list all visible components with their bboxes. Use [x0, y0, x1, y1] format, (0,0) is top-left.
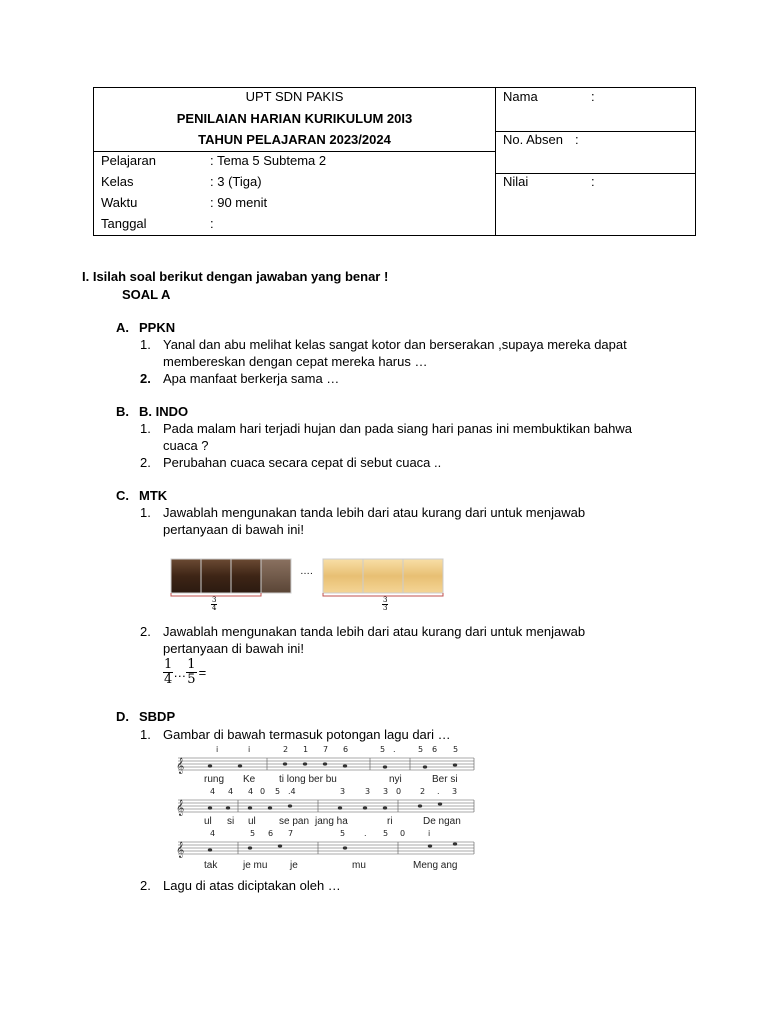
svg-text:5: 5	[383, 829, 389, 838]
left-bar-fraction	[211, 597, 217, 612]
svg-text:2: 2	[420, 787, 426, 796]
a-q1-line2: membereskan dengan cepat mereka harus …	[163, 354, 428, 369]
lyric-3-4: mu	[352, 860, 366, 871]
section-c-title: MTK	[139, 488, 168, 503]
right-bar-fraction	[382, 597, 388, 612]
header-divider	[495, 88, 496, 235]
left-bar-piece-4	[261, 559, 291, 593]
fraction-expression	[163, 658, 206, 687]
svg-text:.: .	[393, 745, 396, 754]
right-bar-piece-1	[323, 559, 363, 593]
c-q2-line2: pertanyaan di bawah ini!	[163, 641, 304, 656]
svg-text:.: .	[364, 829, 367, 838]
svg-text:5: 5	[453, 745, 459, 754]
d-q1-line1: Gambar di bawah termasuk potongan lagu dari …	[163, 727, 451, 742]
svg-text:i: i	[428, 829, 431, 838]
right-bar-piece-3	[403, 559, 443, 593]
c-q1-line1: Jawablah mengunakan tanda lebih dari atau kurang dari untuk menjawab	[163, 505, 586, 520]
svg-text:4: 4	[228, 787, 234, 796]
svg-text:4: 4	[210, 787, 216, 796]
value-pelajaran: : Tema 5 Subtema 2	[210, 153, 327, 168]
svg-text:i: i	[248, 745, 251, 754]
value-kelas: : 3 (Tiga)	[210, 174, 262, 189]
colon-nama: :	[591, 89, 595, 104]
fraction-bars-figure	[168, 555, 448, 615]
a-q2-number: 2.	[140, 371, 151, 386]
c-q1-number: 1.	[140, 505, 151, 520]
svg-text:0: 0	[396, 787, 402, 796]
label-kelas: Kelas	[101, 174, 134, 189]
left-fraction-den: 4	[212, 604, 217, 612]
label-nama: Nama	[503, 89, 538, 104]
colon-nilai: :	[591, 174, 595, 189]
lyric-1-5: Ber si	[432, 774, 458, 785]
b-q1-line1: Pada malam hari terjadi hujan dan pada siang hari panas ini membuktikan bahwa	[163, 421, 633, 436]
treble-clef-3: 𝄞	[176, 842, 185, 858]
expr-equals: =	[198, 665, 207, 680]
expr-dots: …	[173, 665, 187, 680]
svg-text:6: 6	[432, 745, 438, 754]
svg-text:3: 3	[340, 787, 346, 796]
expr-a-den: 4	[164, 672, 173, 687]
right-bar	[323, 559, 443, 596]
expr-fraction-a	[163, 658, 173, 687]
expr-b-den: 5	[187, 672, 196, 687]
left-bar-piece-2	[201, 559, 231, 593]
svg-text:1: 1	[303, 745, 309, 754]
treble-clef-2: 𝄞	[176, 800, 185, 816]
svg-text:i: i	[216, 745, 219, 754]
left-fraction-num: 3	[212, 596, 217, 604]
right-fraction-num: 3	[383, 596, 388, 604]
colon-no-absen: :	[575, 132, 579, 147]
lyric-2-3: ul	[248, 816, 256, 827]
left-bar-piece-3	[231, 559, 261, 593]
a-q1-number: 1.	[140, 337, 151, 352]
header-left-divider	[94, 151, 495, 152]
staff-2	[178, 800, 474, 812]
b-q1-line2: cuaca ?	[163, 438, 209, 453]
lyric-2-2: si	[227, 816, 235, 827]
c-q1-line2: pertanyaan di bawah ini!	[163, 522, 304, 537]
staff-3	[178, 842, 474, 854]
section-c-marker: C.	[116, 488, 129, 503]
svg-text:5: 5	[418, 745, 424, 754]
svg-text:6: 6	[268, 829, 274, 838]
svg-text:5: 5	[250, 829, 256, 838]
treble-clef-1: 𝄞	[176, 758, 185, 774]
lyric-2-7: De ngan	[423, 816, 461, 827]
value-waktu: : 90 menit	[210, 195, 268, 210]
lyric-3-5: Meng ang	[413, 860, 458, 871]
svg-text:5: 5	[275, 787, 281, 796]
lyric-3-1: tak	[204, 860, 218, 871]
lyric-2-5: jang ha	[315, 816, 348, 827]
header-table	[93, 87, 696, 236]
section-b-marker: B.	[116, 404, 129, 419]
svg-text:4: 4	[210, 829, 216, 838]
section-d-marker: D.	[116, 709, 129, 724]
d-q2-number: 2.	[140, 878, 151, 893]
school-year: TAHUN PELAJARAN 2023/2024	[198, 132, 391, 147]
right-fraction-den: 3	[383, 604, 388, 612]
music-score	[170, 744, 480, 874]
lyric-1-1: rung	[204, 774, 225, 785]
section-a-marker: A.	[116, 320, 129, 335]
lyric-1-3: ti long ber bu	[279, 774, 337, 785]
section-d-title: SBDP	[139, 709, 176, 724]
svg-text:7: 7	[323, 745, 329, 754]
svg-text:5: 5	[340, 829, 346, 838]
bar-dots: ….	[300, 566, 313, 577]
svg-text:.: .	[437, 787, 440, 796]
label-no-absen: No. Absen	[503, 132, 563, 147]
lyric-3-3: je	[290, 860, 298, 871]
d-q1-number: 1.	[140, 727, 151, 742]
lyric-1-4: nyi	[389, 774, 402, 785]
expr-fraction-b	[186, 658, 196, 687]
instruction: I. Isilah soal berikut dengan jawaban yang benar !	[82, 269, 389, 284]
lyric-1-2: Ke	[243, 774, 256, 785]
label-nilai: Nilai	[503, 174, 529, 189]
c-q2-line1: Jawablah mengunakan tanda lebih dari atau kurang dari untuk menjawab	[163, 624, 586, 639]
c-q2-number: 2.	[140, 624, 151, 639]
section-b-title: B. INDO	[139, 404, 189, 419]
left-bar	[171, 559, 291, 596]
exam-title: PENILAIAN HARIAN KURIKULUM 20I3	[176, 111, 413, 126]
school-name: UPT SDN PAKIS	[245, 89, 344, 104]
section-a-title: PPKN	[139, 320, 176, 335]
a-q1-line1: Yanal dan abu melihat kelas sangat kotor dan berserakan ,supaya mereka dapat	[163, 337, 627, 352]
svg-text:4: 4	[248, 787, 254, 796]
svg-text:3: 3	[365, 787, 371, 796]
b-q1-number: 1.	[140, 421, 151, 436]
svg-text:0: 0	[400, 829, 406, 838]
left-bar-piece-1	[171, 559, 201, 593]
svg-text:0: 0	[260, 787, 266, 796]
svg-text:2: 2	[283, 745, 289, 754]
b-q2-number: 2.	[140, 455, 151, 470]
lyric-2-4: se pan	[279, 816, 310, 827]
right-bar-piece-2	[363, 559, 403, 593]
lyric-3-2: je mu	[243, 860, 268, 871]
label-pelajaran: Pelajaran	[101, 153, 156, 168]
lyric-2-6: ri	[387, 816, 393, 827]
svg-text:3: 3	[452, 787, 458, 796]
svg-text:3: 3	[383, 787, 389, 796]
value-tanggal: :	[210, 216, 214, 231]
soal-label: SOAL A	[122, 287, 171, 302]
b-q2-line1: Perubahan cuaca secara cepat di sebut cuaca ..	[163, 455, 442, 470]
label-tanggal: Tanggal	[101, 216, 147, 231]
d-q2-line1: Lagu di atas diciptakan oleh …	[163, 878, 341, 893]
a-q2-line1: Apa manfaat berkerja sama …	[163, 371, 340, 386]
lyric-2-1: ul	[204, 816, 212, 827]
expr-a-num: 1	[164, 657, 173, 672]
expr-b-num: 1	[187, 657, 196, 672]
label-waktu: Waktu	[101, 195, 138, 210]
svg-text:.4: .4	[288, 787, 296, 796]
svg-text:5: 5	[380, 745, 386, 754]
svg-text:7: 7	[288, 829, 294, 838]
svg-text:6: 6	[343, 745, 349, 754]
